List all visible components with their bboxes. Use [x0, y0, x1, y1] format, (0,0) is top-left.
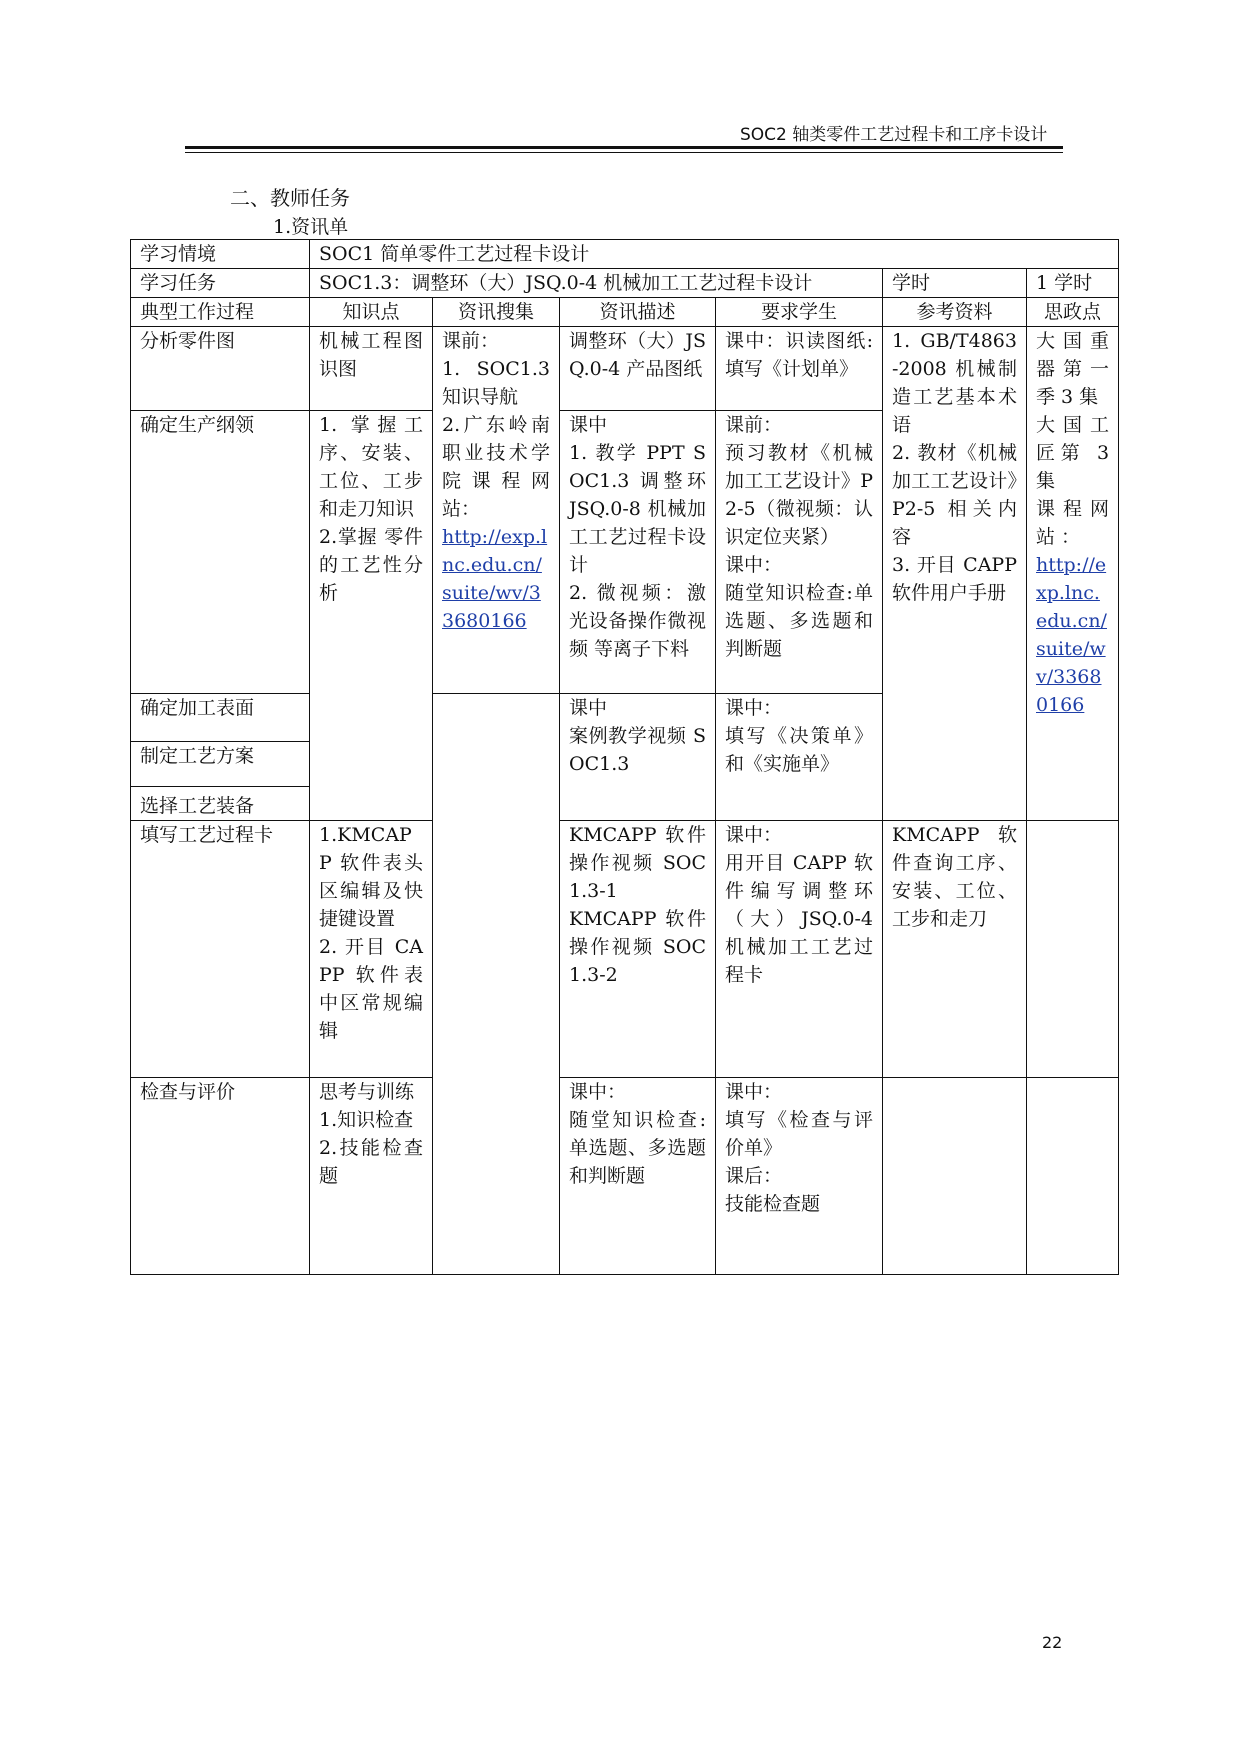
header-rule-thick — [185, 146, 1063, 149]
knowledge-text: 2. 开目 CAPP 软件表中区常规编辑 — [319, 936, 423, 1042]
process-cell: 分析零件图 — [131, 327, 310, 411]
require-cell: 课中：识读图纸:填写《计划单》 — [716, 327, 883, 411]
section-title: 二、教师任务 — [230, 186, 350, 210]
task-label: 学习任务 — [131, 269, 310, 298]
ideology-empty-cell — [1027, 1078, 1119, 1275]
knowledge-text: 2.技能检查题 — [319, 1137, 423, 1187]
ideology-empty-cell — [1027, 821, 1119, 1078]
describe-text: 随堂知识检查:单选题、多选题和判断题 — [569, 1109, 706, 1187]
knowledge-cell: 机械工程图识图 — [310, 327, 433, 411]
collect-empty-cell — [433, 694, 560, 1275]
process-cell: 制定工艺方案 — [131, 742, 310, 787]
header-title: SOC2 轴类零件工艺过程卡和工序卡设计 — [740, 125, 1048, 145]
collect-text: 1. SOC1.3 知识导航 — [442, 358, 550, 408]
reference-empty-cell — [883, 1078, 1027, 1275]
collect-text: 课前： — [442, 330, 500, 352]
describe-text: 课中： — [569, 1081, 627, 1103]
reference-cell: KMCAPP 软件查询工序、安装、工位、工步和走刀 — [883, 821, 1027, 1078]
ideology-text: 大国工匠第 3 集 — [1036, 414, 1110, 492]
describe-text: 课中 — [569, 414, 608, 436]
require-cell — [716, 694, 883, 821]
require-text: 课后： — [725, 1165, 783, 1187]
require-text: 课中： — [725, 824, 783, 846]
knowledge-text: 1.KMCAPP 软件表头区编辑及快捷键设置 — [319, 824, 423, 930]
knowledge-text: 1. 掌握工序、安装、工位、工步和走刀知识 — [319, 414, 423, 520]
describe-cell — [560, 694, 716, 821]
course-site-link[interactable]: http://exp.lnc.edu.cn/suite/wv/33680166 — [442, 526, 548, 632]
process-cell: 确定加工表面 — [131, 694, 310, 742]
table-header-row — [131, 298, 1119, 327]
knowledge-text: 思考与训练 — [319, 1081, 415, 1103]
describe-text: 1. 教学 PPT SOC1.3 调整环 JSQ.0-8 机械加工工艺过程卡设计 — [569, 442, 706, 576]
describe-cell: 调整环（大）JSQ.0-4 产品图纸 — [560, 327, 716, 411]
table-row — [131, 821, 1119, 1078]
ideology-cell — [1027, 327, 1119, 821]
require-text: 预习教材《机械加工工艺设计》P2-5（微视频：认识定位夹紧） — [725, 442, 873, 548]
ideology-text: 课程网站 ： — [1036, 498, 1110, 548]
process-cell: 检查与评价 — [131, 1078, 310, 1275]
collect-cell — [433, 327, 560, 694]
knowledge-cell — [310, 411, 433, 821]
require-text: 填写《决策单》和《实施单》 — [725, 725, 873, 775]
describe-text: 课中 — [569, 697, 608, 719]
column-header: 典型工作过程 — [131, 298, 310, 327]
require-text: 课中： — [725, 697, 783, 719]
column-header: 知识点 — [310, 298, 433, 327]
hours-value: 1 学时 — [1027, 269, 1119, 298]
table-row — [131, 327, 1119, 411]
info-table — [130, 239, 1119, 1275]
process-cell: 选择工艺装备 — [131, 787, 310, 821]
require-cell — [716, 1078, 883, 1275]
process-cell: 确定生产纲领 — [131, 411, 310, 694]
hours-label: 学时 — [883, 269, 1027, 298]
require-text: 用开目 CAPP 软件编写调整环（大）JSQ.0-4 机械加工工艺过程卡 — [725, 852, 873, 986]
describe-text: 案例教学视频 SOC1.3 — [569, 725, 706, 775]
column-header: 参考资料 — [883, 298, 1027, 327]
require-cell — [716, 411, 883, 694]
describe-text: 2. 微视频：激光设备操作微视频 等离子下料 — [569, 582, 706, 660]
table-row — [131, 1078, 1119, 1275]
reference-cell — [883, 327, 1027, 821]
column-header: 要求学生 — [716, 298, 883, 327]
require-text: 课中： — [725, 554, 783, 576]
table-row — [131, 269, 1119, 298]
describe-cell — [560, 1078, 716, 1275]
table-row — [131, 240, 1119, 269]
require-text: 技能检查题 — [725, 1193, 821, 1215]
ideology-site-link[interactable]: http://exp.lnc.edu.cn/suite/wv/33680166 — [1036, 554, 1107, 716]
describe-cell — [560, 411, 716, 694]
reference-text: 3. 开目 CAPP 软件用户手册 — [892, 554, 1017, 604]
column-header: 资讯搜集 — [433, 298, 560, 327]
ideology-text: 大国重器第一季 3 集 — [1036, 330, 1110, 408]
column-header: 资讯描述 — [560, 298, 716, 327]
knowledge-cell — [310, 1078, 433, 1275]
collect-text: 2.广东岭南职业技术学院课程网站： — [442, 414, 550, 520]
page-number: 22 — [1042, 1633, 1063, 1652]
reference-text: 1. GB/T4863-2008 机械制造工艺基本术语 — [892, 330, 1017, 436]
require-text: 随堂知识检查:单选题、多选题和判断题 — [725, 582, 873, 660]
describe-cell — [560, 821, 716, 1078]
reference-text: 2. 教材《机械加工工艺设计》P2-5 相关内容 — [892, 442, 1017, 548]
require-text: 填写《检查与评价单》 — [725, 1109, 873, 1159]
require-text: 课前： — [725, 414, 783, 436]
process-cell: 填写工艺过程卡 — [131, 821, 310, 1078]
situation-value: SOC1 简单零件工艺过程卡设计 — [310, 240, 1119, 269]
describe-text: KMCAPP 软件操作视频 SOC1.3-1 — [569, 824, 706, 902]
sub-title: 1.资讯单 — [273, 216, 349, 238]
knowledge-text: 2.掌握 零件的工艺性分析 — [319, 526, 423, 604]
task-value: SOC1.3：调整环（大）JSQ.0-4 机械加工工艺过程卡设计 — [310, 269, 883, 298]
header-rule-thin — [185, 152, 1063, 153]
knowledge-text: 1.知识检查 — [319, 1109, 414, 1131]
situation-label: 学习情境 — [131, 240, 310, 269]
column-header: 思政点 — [1027, 298, 1119, 327]
describe-text: KMCAPP 软件操作视频 SOC1.3-2 — [569, 908, 706, 986]
knowledge-cell — [310, 821, 433, 1078]
require-cell — [716, 821, 883, 1078]
require-text: 课中： — [725, 1081, 783, 1103]
